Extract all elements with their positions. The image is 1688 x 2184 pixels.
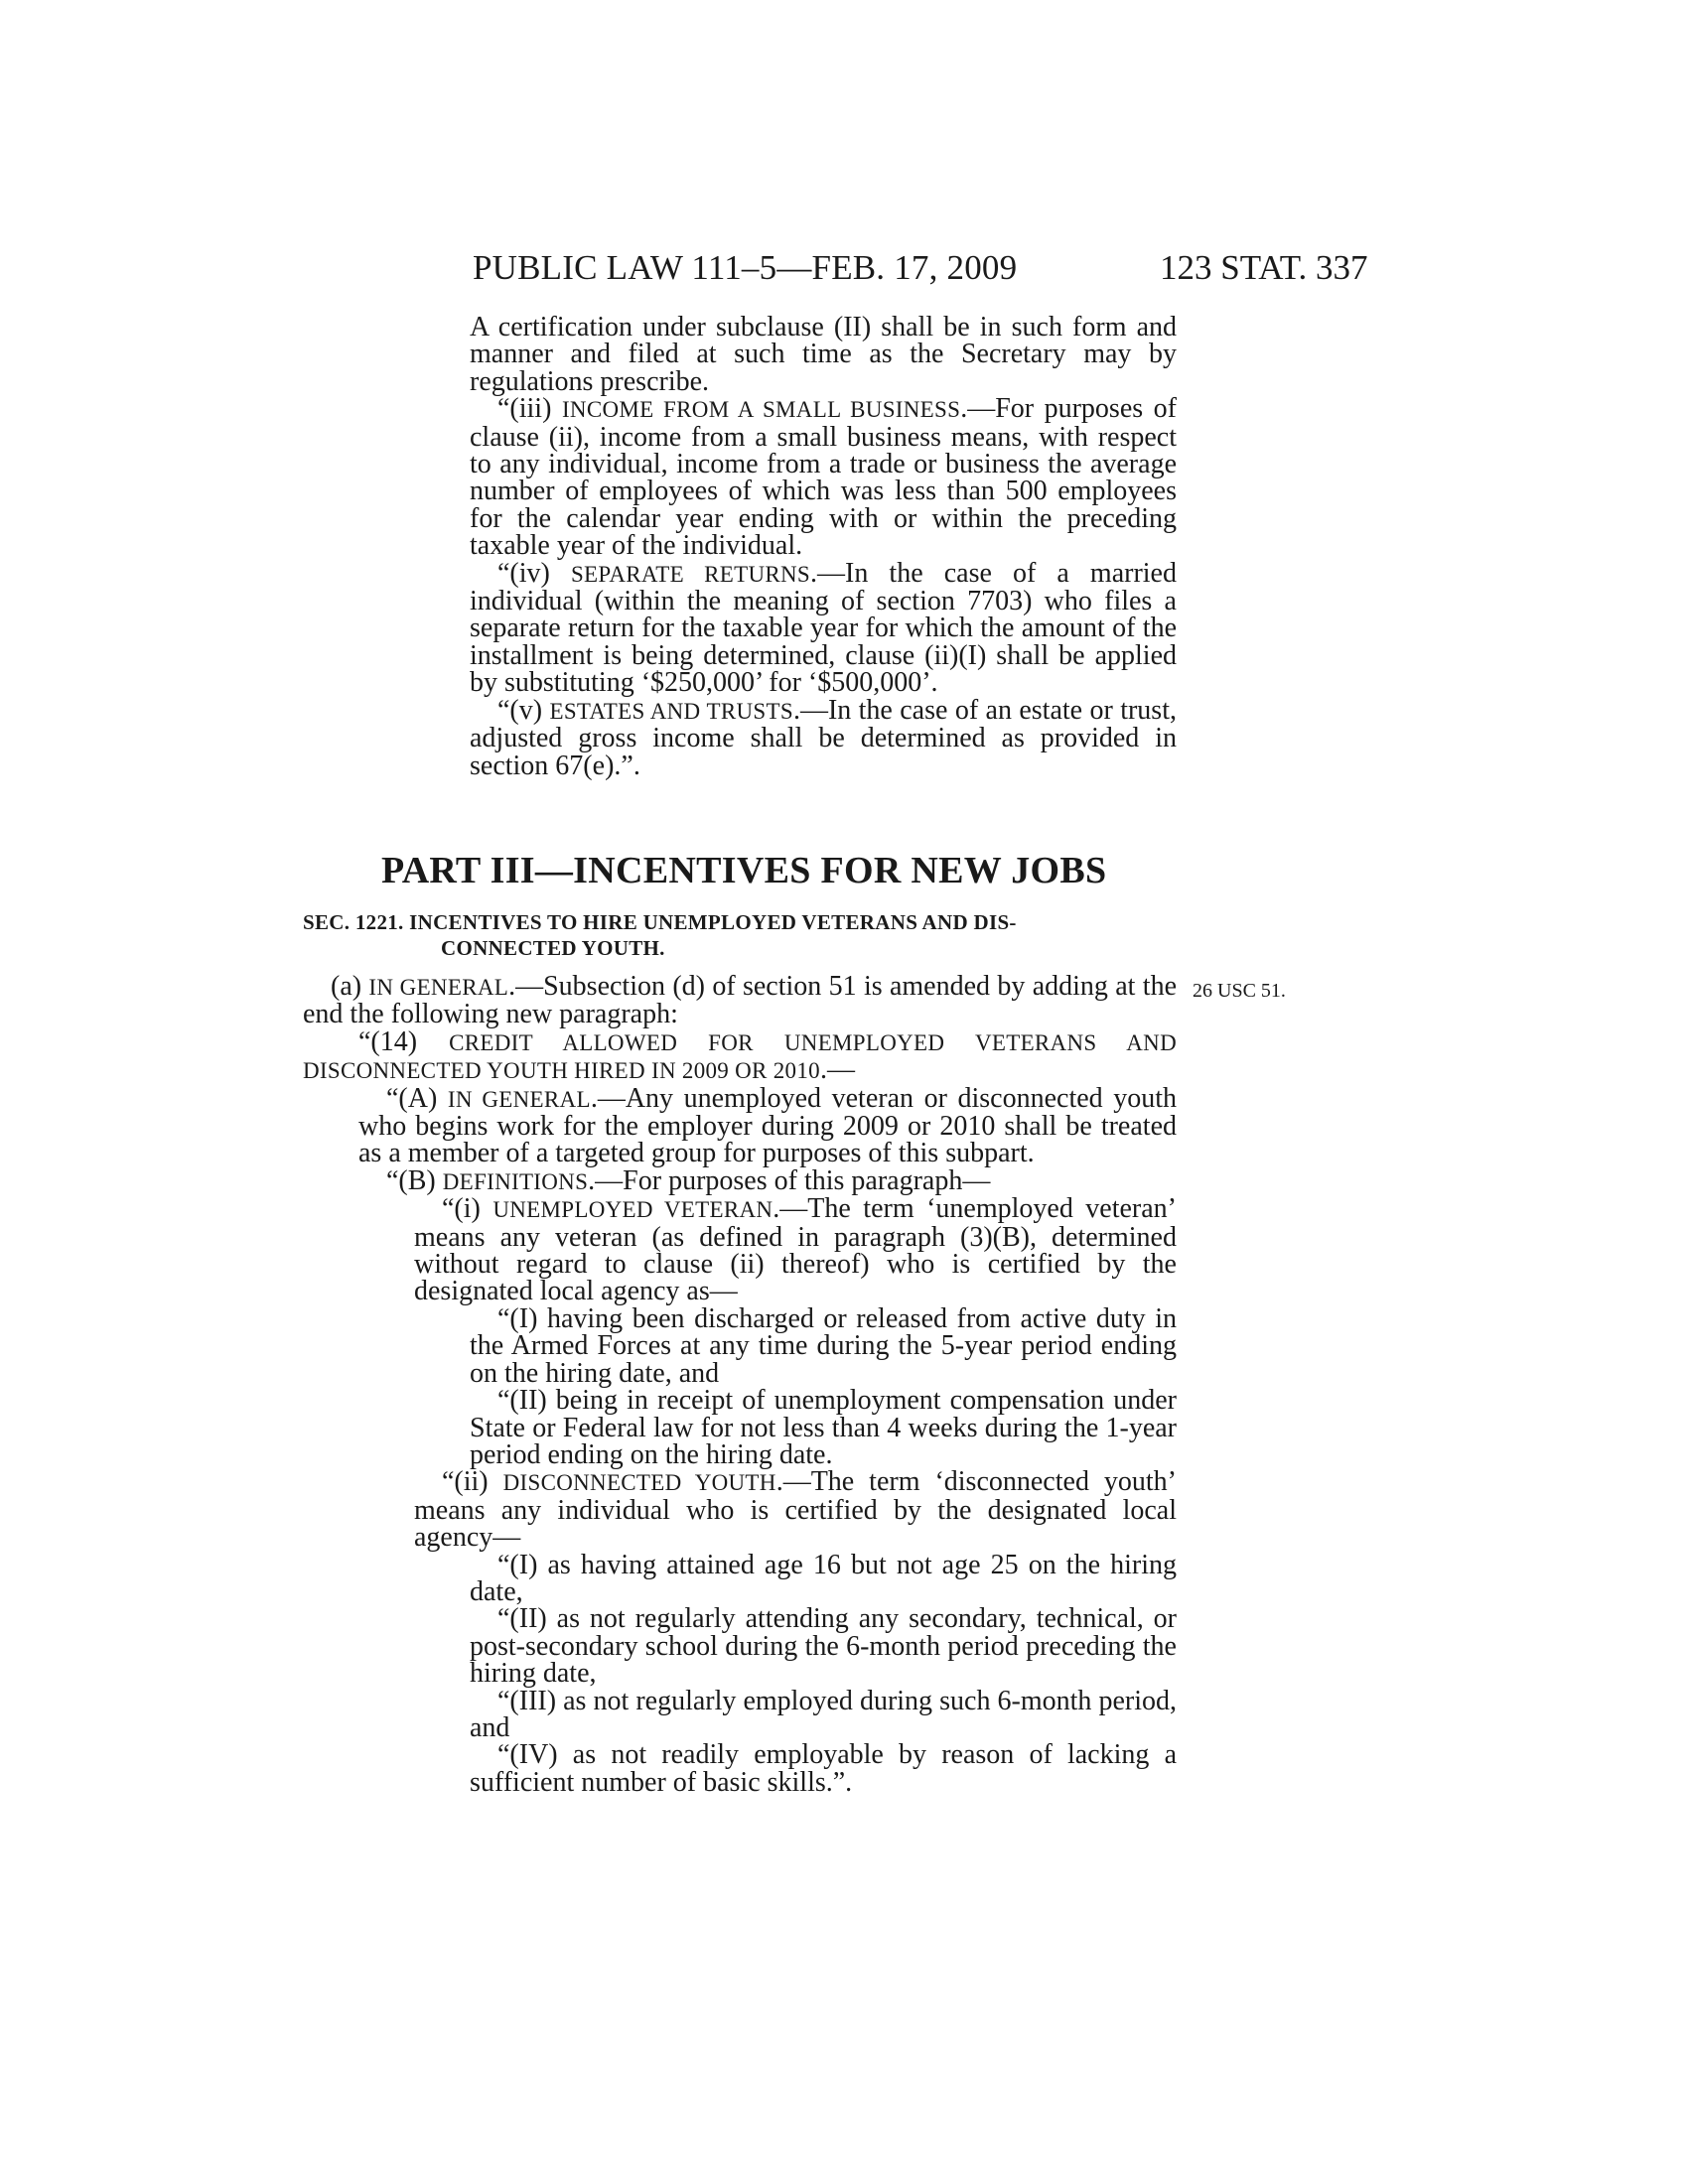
subclause-i-I: “(I) having been discharged or released from active duty in the Armed Forces at any time during the 5-year period ending on the hiring date, and: [470, 1302, 1177, 1389]
page-header-stat: 123 STAT. 337: [1160, 248, 1368, 287]
subclause-ii-I: “(I) as having attained age 16 but not age 25 on the hiring date,: [470, 1549, 1177, 1607]
paragraph-14-heading: CREDIT ALLOWED FOR UNEMPLOYED VETERANS AND DISCONNECTED YOUTH HIRED IN 2009 OR 2010: [303, 1029, 1177, 1084]
clause-iii: [470, 393, 1178, 562]
clause-iv-heading: SEPARATE RETURNS: [570, 561, 811, 587]
subparagraph-a-body: .—Any unemployed veteran or disconnected youth who begins work for the employer during 2009 or 2010 shall be treated as a member of a targeted group for purposes of this subpart.: [358, 1082, 1178, 1169]
clause-b-ii: [414, 1466, 1178, 1554]
clause-v-body: .—In the case of an estate or trust, adjusted gross income shall be determined as provided in section 67(e).”.: [470, 694, 1177, 781]
section-heading: [303, 909, 1177, 961]
subparagraph-a-heading: IN GENERAL: [447, 1086, 591, 1112]
paragraph-14-number: “(14): [358, 1025, 450, 1057]
subclause-ii-III: “(III) as not regularly employed during such 6-month period, and: [470, 1685, 1177, 1743]
page-header-title: PUBLIC LAW 111–5—FEB. 17, 2009: [473, 248, 1018, 287]
certification-paragraph: A certification under subclause (II) shall be in such form and manner and filed at such time as the Secretary may by regulations prescribe.: [470, 312, 1177, 397]
clause-iii-number: “(iii): [497, 393, 562, 425]
clause-b-ii-body: .—The term ‘disconnected youth’ means any individual who is certified by the designated local agency—: [414, 1466, 1178, 1554]
section-body: [303, 973, 1177, 1796]
clause-v-number: “(v): [497, 694, 550, 726]
clause-b-i: [414, 1195, 1177, 1305]
subparagraph-a: [358, 1082, 1178, 1169]
paragraph-14-tail: .—: [819, 1054, 855, 1086]
subclause-ii-IV: “(IV) as not readily employable by reason of lacking a sufficient number of basic skills.”.: [470, 1739, 1177, 1798]
clause-b-i-body: .—The term ‘unemployed veteran’ means any veteran (as defined in paragraph (3)(B), determined without regard to clause (ii) thereof) who is certified by the designated local agency as—: [414, 1193, 1177, 1307]
clause-iii-body: .—For purposes of clause (ii), income from a small business means, with respect to any individual, income from a trade or business the average number of employees of which was less than 500 employees for the calendar year ending with or within the preceding taxable year of the individual.: [470, 393, 1178, 562]
subparagraph-b-number: “(B): [386, 1164, 443, 1196]
paragraph-14: [303, 1025, 1177, 1086]
part-heading: PART III—INCENTIVES FOR NEW JOBS: [381, 850, 1107, 891]
clause-iv-number: “(iv): [497, 557, 571, 589]
subclause-ii-II: “(II) as not regularly attending any secondary, technical, or post-secondary school during the 6-month period preceding the hiring date,: [470, 1603, 1177, 1690]
subparagraph-b-heading: DEFINITIONS: [442, 1168, 589, 1194]
subparagraph-a-number: “(A): [386, 1082, 448, 1114]
subparagraph-b-body: .—For purposes of this paragraph—: [588, 1164, 991, 1196]
subsection-a: [303, 973, 1177, 1028]
subsection-a-body: .—Subsection (d) of section 51 is amended by adding at the end the following new paragraph:: [303, 971, 1178, 1030]
subsection-a-heading: IN GENERAL: [368, 975, 509, 1000]
top-text-block: [470, 314, 1177, 779]
clause-b-ii-heading: DISCONNECTED YOUTH: [502, 1470, 776, 1496]
clause-iv-body: .—In the case of a married individual (within the meaning of section 7703) who files a separate return for the taxable year for which the amount of the installment is being determined, clause (ii)(I) shall be applied by substituting ‘$250,000’ for ‘$500,000’.: [470, 557, 1177, 699]
clause-iv: [470, 557, 1177, 699]
subclause-i-II: “(II) being in receipt of unemployment compensation under State or Federal law for not less than 4 weeks during the 1-year period ending on the hiring date.: [470, 1385, 1177, 1470]
clause-v-heading: ESTATES AND TRUSTS: [549, 698, 793, 724]
clause-v: [470, 694, 1177, 781]
section-heading-line1: SEC. 1221. INCENTIVES TO HIRE UNEMPLOYED VETERANS AND DIS-: [303, 910, 1017, 934]
section-heading-line2: CONNECTED YOUTH.: [441, 936, 665, 960]
clause-b-i-heading: UNEMPLOYED VETERAN: [492, 1197, 774, 1223]
subparagraph-b: [358, 1164, 1177, 1196]
clause-b-ii-number: “(ii): [442, 1466, 503, 1498]
clause-b-i-number: “(i): [442, 1193, 493, 1225]
clause-iii-heading: INCOME FROM A SMALL BUSINESS: [561, 397, 961, 423]
margin-note: 26 USC 51.: [1193, 980, 1286, 1002]
subsection-a-number: (a): [331, 971, 369, 1002]
